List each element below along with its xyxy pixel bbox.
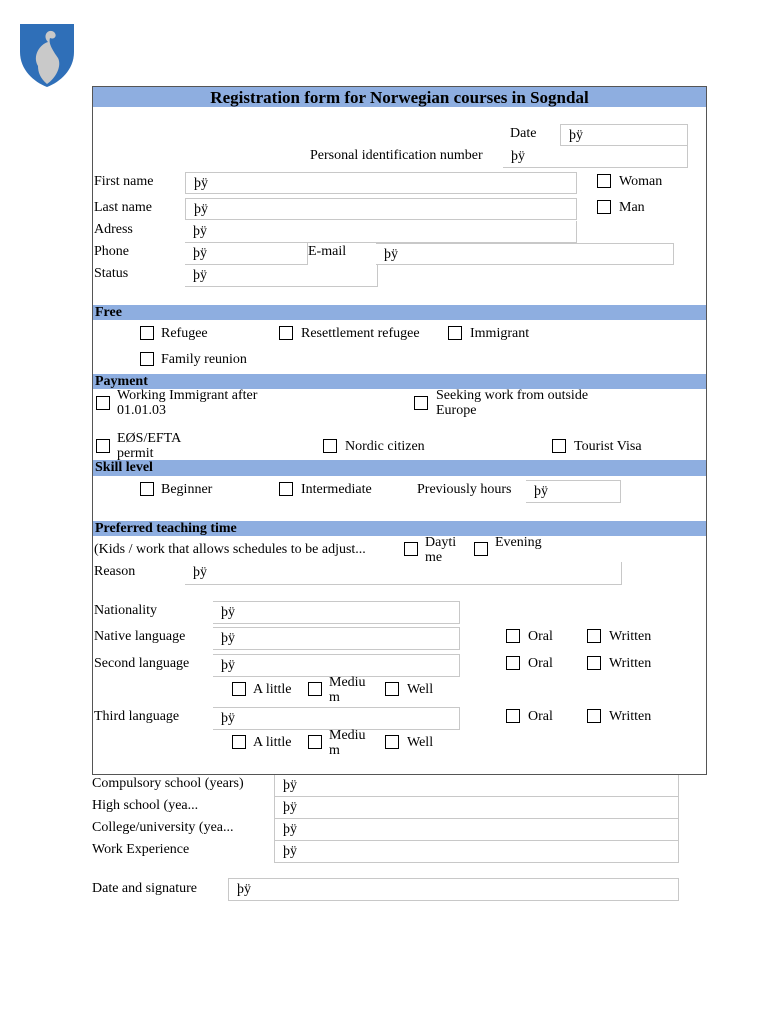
phone-field[interactable] [185, 243, 308, 265]
address-label: Adress [94, 222, 133, 237]
phone-label: Phone [94, 244, 129, 259]
nordic-citizen-checkbox[interactable] [323, 439, 337, 453]
native-written-checkbox[interactable] [587, 629, 601, 643]
tourist-visa-checkbox[interactable] [552, 439, 566, 453]
native-language-field[interactable] [213, 627, 460, 650]
college-university-field[interactable] [274, 819, 679, 841]
second-a-little-label: A little [253, 682, 292, 697]
skill-level-heading: Skill level [93, 460, 706, 476]
evening-label: Evening [495, 535, 542, 550]
college-university-value: þÿ [283, 822, 297, 837]
phone-value: þÿ [193, 246, 207, 261]
native-language-label: Native language [94, 629, 186, 644]
payment-heading: Payment [93, 374, 706, 389]
address-value: þÿ [193, 224, 207, 239]
nationality-value: þÿ [221, 605, 235, 620]
date-field-value: þÿ [569, 128, 583, 143]
work-experience-field[interactable] [274, 841, 679, 863]
email-field[interactable] [376, 243, 674, 265]
second-language-field[interactable] [213, 654, 460, 677]
third-oral-label: Oral [528, 709, 553, 724]
nordic-citizen-label: Nordic citizen [345, 439, 425, 454]
compulsory-school-value: þÿ [283, 778, 297, 793]
previously-hours-label: Previously hours [417, 482, 512, 497]
third-language-label: Third language [94, 709, 180, 724]
third-a-little-label: A little [253, 735, 292, 750]
working-immigrant-label: Working Immigrant after 01.01.03 [117, 388, 258, 418]
reason-field[interactable] [185, 562, 622, 585]
pin-field[interactable] [503, 146, 688, 168]
eos-efta-checkbox[interactable] [96, 439, 110, 453]
date-field[interactable] [560, 124, 688, 146]
teaching-note: (Kids / work that allows schedules to be adjust... [94, 542, 366, 557]
coat-of-arms-logo [18, 22, 76, 88]
last-name-label: Last name [94, 200, 152, 215]
native-oral-checkbox[interactable] [506, 629, 520, 643]
third-language-value: þÿ [221, 711, 235, 726]
address-field[interactable] [185, 221, 577, 243]
intermediate-label: Intermediate [301, 482, 372, 497]
refugee-label: Refugee [161, 326, 208, 341]
nationality-field[interactable] [213, 601, 460, 624]
second-written-label: Written [609, 656, 652, 671]
seeking-work-checkbox[interactable] [414, 396, 428, 410]
tourist-visa-label: Tourist Visa [574, 439, 642, 454]
date-signature-label: Date and signature [92, 881, 197, 896]
second-medium-label: Medium [329, 675, 366, 705]
third-medium-checkbox[interactable] [308, 735, 322, 749]
last-name-field[interactable] [185, 198, 577, 220]
family-reunion-checkbox[interactable] [140, 352, 154, 366]
beginner-label: Beginner [161, 482, 213, 497]
second-a-little-checkbox[interactable] [232, 682, 246, 696]
second-language-label: Second language [94, 656, 190, 671]
third-well-checkbox[interactable] [385, 735, 399, 749]
email-label: E-mail [308, 244, 347, 259]
beginner-checkbox[interactable] [140, 482, 154, 496]
resettlement-refugee-label: Resettlement refugee [301, 326, 420, 341]
teaching-time-heading: Preferred teaching time [93, 521, 706, 536]
second-well-checkbox[interactable] [385, 682, 399, 696]
college-university-label: College/university (yea... [92, 820, 234, 835]
email-value: þÿ [384, 247, 398, 262]
immigrant-checkbox[interactable] [448, 326, 462, 340]
date-label: Date [510, 126, 537, 141]
compulsory-school-field[interactable] [274, 775, 679, 797]
third-language-field[interactable] [213, 707, 460, 730]
resettlement-refugee-checkbox[interactable] [279, 326, 293, 340]
refugee-checkbox[interactable] [140, 326, 154, 340]
native-oral-label: Oral [528, 629, 553, 644]
immigrant-label: Immigrant [470, 326, 530, 341]
work-experience-value: þÿ [283, 844, 297, 859]
third-written-checkbox[interactable] [587, 709, 601, 723]
working-immigrant-checkbox[interactable] [96, 396, 110, 410]
second-medium-checkbox[interactable] [308, 682, 322, 696]
evening-checkbox[interactable] [474, 542, 488, 556]
reason-value: þÿ [193, 565, 207, 580]
third-well-label: Well [407, 735, 434, 750]
compulsory-school-label: Compulsory school (years) [92, 776, 244, 791]
daytime-label: Daytime [425, 535, 457, 563]
date-signature-value: þÿ [237, 882, 251, 897]
family-reunion-label: Family reunion [161, 352, 247, 367]
second-oral-checkbox[interactable] [506, 656, 520, 670]
previously-hours-field[interactable] [526, 480, 621, 503]
pin-field-value: þÿ [511, 149, 525, 164]
pin-label: Personal identification number [310, 148, 483, 163]
work-experience-label: Work Experience [92, 842, 190, 857]
free-heading: Free [93, 305, 706, 320]
date-signature-field[interactable] [228, 878, 679, 901]
reason-label: Reason [94, 564, 136, 579]
third-a-little-checkbox[interactable] [232, 735, 246, 749]
second-well-label: Well [407, 682, 434, 697]
second-written-checkbox[interactable] [587, 656, 601, 670]
first-name-label: First name [94, 174, 154, 189]
woman-checkbox[interactable] [597, 174, 611, 188]
second-oral-label: Oral [528, 656, 553, 671]
third-oral-checkbox[interactable] [506, 709, 520, 723]
high-school-field[interactable] [274, 797, 679, 819]
native-language-value: þÿ [221, 631, 235, 646]
man-checkbox[interactable] [597, 200, 611, 214]
woman-label: Woman [619, 174, 663, 189]
eos-efta-label: EØS/EFTA permit [117, 431, 181, 460]
first-name-field[interactable] [185, 172, 577, 194]
last-name-value: þÿ [194, 202, 208, 217]
third-written-label: Written [609, 709, 652, 724]
high-school-value: þÿ [283, 800, 297, 815]
status-field[interactable] [185, 265, 378, 287]
intermediate-checkbox[interactable] [279, 482, 293, 496]
man-label: Man [619, 200, 645, 215]
status-value: þÿ [193, 268, 207, 283]
daytime-checkbox[interactable] [404, 542, 418, 556]
previously-hours-value: þÿ [534, 484, 548, 499]
native-written-label: Written [609, 629, 652, 644]
seeking-work-label: Seeking work from outside Europe [436, 388, 589, 418]
nationality-label: Nationality [94, 603, 157, 618]
status-label: Status [94, 266, 129, 281]
third-medium-label: Medium [329, 728, 366, 758]
first-name-value: þÿ [194, 176, 208, 191]
high-school-label: High school (yea... [92, 798, 199, 813]
form-title: Registration form for Norwegian courses in Sogndal [93, 87, 706, 107]
second-language-value: þÿ [221, 658, 235, 673]
